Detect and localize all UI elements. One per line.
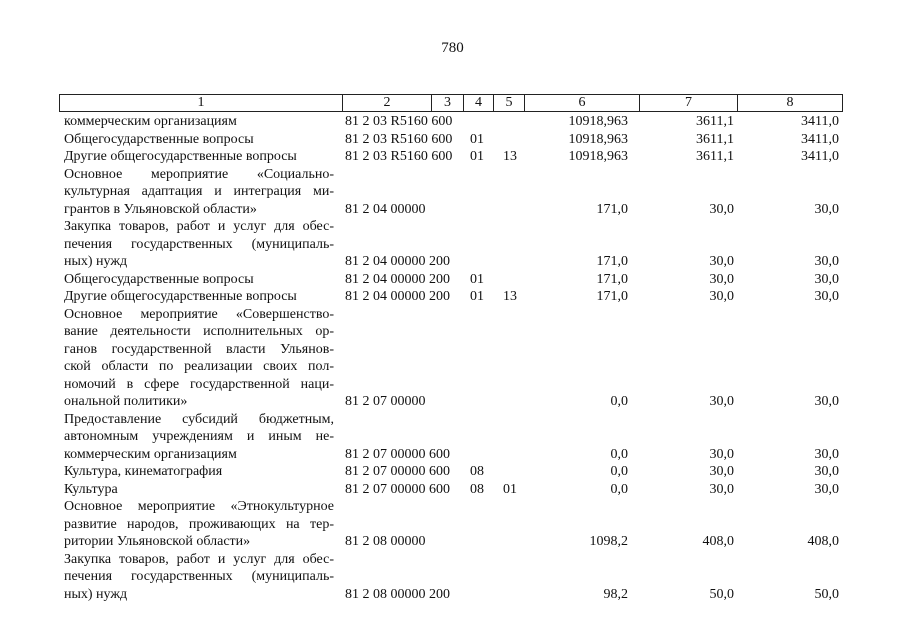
table-row [0,218,905,236]
row-description: культурная адаптация и интеграция ми- [64,184,334,199]
table-row [0,148,905,166]
row-value-col8: 30,0 [814,464,839,479]
table-row [0,586,905,604]
table-row [0,323,905,341]
table-row [0,271,905,289]
row-description: коммерческим организациям [64,446,237,462]
row-value-col8: 50,0 [814,586,839,602]
row-value-col6: 171,0 [596,254,628,269]
table-row [0,411,905,429]
row-code: 81 2 03 R5160 600 [345,131,453,147]
row-description: номочий в сфере государственной наци- [64,376,334,392]
row-description: ской области по реализации своих пол- [64,359,334,374]
table-row [0,481,905,499]
row-value-col6: 171,0 [596,271,628,287]
row-value-col8: 408,0 [807,534,839,549]
row-value-col7: 30,0 [709,481,734,497]
row-value-col8: 3411,0 [801,149,839,164]
row-description: грантов в Ульяновской области» [64,201,257,217]
row-value-col6: 1098,2 [589,534,628,549]
page-number: 780 [441,40,464,56]
table-row [0,113,905,131]
column-header-2: 2 [343,95,432,111]
row-description: Закупка товаров, работ и услуг для обес- [64,219,334,234]
column-header-6: 6 [525,95,640,111]
table-row [0,166,905,184]
row-code: 81 2 04 00000 200 [345,254,450,269]
row-code: 81 2 07 00000 [345,394,426,409]
row-code: 81 2 08 00000 200 [345,586,450,602]
row-value-col6: 10918,963 [568,114,628,129]
row-value-col8: 30,0 [814,271,839,287]
table-row [0,306,905,324]
row-description: ритории Ульяновской области» [64,534,251,549]
row-value-col6: 98,2 [603,586,628,602]
row-subsection: 13 [503,149,517,164]
row-code: 81 2 03 R5160 600 [345,114,453,129]
table-row [0,551,905,569]
row-subsection: 01 [503,481,517,497]
table-row [0,131,905,149]
row-code: 81 2 08 00000 [345,534,426,549]
row-code: 81 2 04 00000 [345,201,426,217]
table-row [0,253,905,271]
row-value-col6: 0,0 [610,481,628,497]
row-value-col7: 3611,1 [696,131,734,147]
table-row [0,358,905,376]
table-row [0,498,905,516]
row-value-col8: 3411,0 [801,114,839,129]
row-description: Основное мероприятие «Совершенство- [64,306,334,322]
row-value-col6: 10918,963 [568,149,628,164]
row-value-col8: 30,0 [814,394,839,409]
row-description: Другие общегосударственные вопросы [64,149,297,164]
column-header-8: 8 [786,95,794,110]
row-description: ных) нужд [64,254,128,269]
table-row [0,376,905,394]
column-header-3: 3 [432,95,464,111]
row-value-col6: 0,0 [610,464,628,479]
row-description: Культура [64,481,118,497]
row-section: 01 [470,131,484,147]
row-description: ональной политики» [64,394,188,409]
table-row [0,428,905,446]
row-value-col8: 30,0 [814,446,839,462]
row-description: Основное мероприятие «Социально- [64,166,334,182]
column-header-7: 7 [640,95,738,111]
row-section: 08 [470,481,484,497]
row-description: ных) нужд [64,586,128,602]
row-section: 08 [470,464,484,479]
row-value-col8: 30,0 [814,201,839,217]
table-row [0,341,905,359]
row-value-col8: 30,0 [814,481,839,497]
table-row [0,446,905,464]
column-header-1: 1 [60,95,343,111]
row-description: Общегосударственные вопросы [64,131,254,147]
row-description: Другие общегосударственные вопросы [64,289,297,304]
row-description: Закупка товаров, работ и услуг для обес- [64,551,334,567]
row-description: печения государственных (муниципаль- [64,569,334,584]
row-value-col7: 30,0 [709,446,734,462]
row-description: Культура, кинематография [64,464,223,479]
row-value-col7: 50,0 [709,586,734,602]
row-value-col7: 30,0 [709,464,734,479]
row-value-col6: 171,0 [596,289,628,304]
row-description: печения государственных (муниципаль- [64,236,334,252]
row-code: 81 2 07 00000 600 [345,446,450,462]
row-description: автономным учреждениям и иным не- [64,429,334,444]
row-section: 01 [470,149,484,164]
row-value-col6: 0,0 [610,394,628,409]
row-description: Предоставление субсидий бюджетным, [64,411,334,427]
table-header [59,94,843,112]
row-code: 81 2 03 R5160 600 [345,149,453,164]
row-value-col8: 3411,0 [801,131,839,147]
row-value-col8: 30,0 [814,289,839,304]
row-description: Основное мероприятие «Этнокультурное [64,499,334,514]
row-value-col7: 408,0 [702,534,734,549]
table-row [0,183,905,201]
row-value-col8: 30,0 [814,254,839,269]
row-value-col7: 30,0 [709,201,734,217]
row-description: ганов государственной власти Ульянов- [64,341,334,357]
row-value-col6: 10918,963 [568,131,628,147]
table-row [0,516,905,534]
row-code: 81 2 07 00000 600 [345,481,450,497]
table-row [0,201,905,219]
row-code: 81 2 04 00000 200 [345,271,450,287]
column-header-4: 4 [464,95,494,111]
row-value-col7: 30,0 [709,289,734,304]
table-row [0,568,905,586]
row-value-col7: 3611,1 [696,114,734,129]
row-description: развитие народов, проживающих на тер- [64,516,334,532]
row-description: коммерческим организациям [64,114,237,129]
table-row [0,393,905,411]
row-value-col7: 3611,1 [696,149,734,164]
row-value-col7: 30,0 [709,254,734,269]
row-section: 01 [470,289,484,304]
row-value-col7: 30,0 [709,394,734,409]
table-body [0,113,905,603]
row-value-col7: 30,0 [709,271,734,287]
column-header-5: 5 [494,95,525,111]
table-row [0,463,905,481]
row-description: Общегосударственные вопросы [64,271,254,287]
row-description: вание деятельности исполнительных ор- [64,324,334,339]
row-subsection: 13 [503,289,517,304]
row-code: 81 2 04 00000 200 [345,289,450,304]
row-value-col6: 171,0 [596,201,628,217]
table-row [0,288,905,306]
table-row [0,236,905,254]
row-code: 81 2 07 00000 600 [345,464,450,479]
table-row [0,533,905,551]
row-value-col6: 0,0 [610,446,628,462]
row-section: 01 [470,271,484,287]
